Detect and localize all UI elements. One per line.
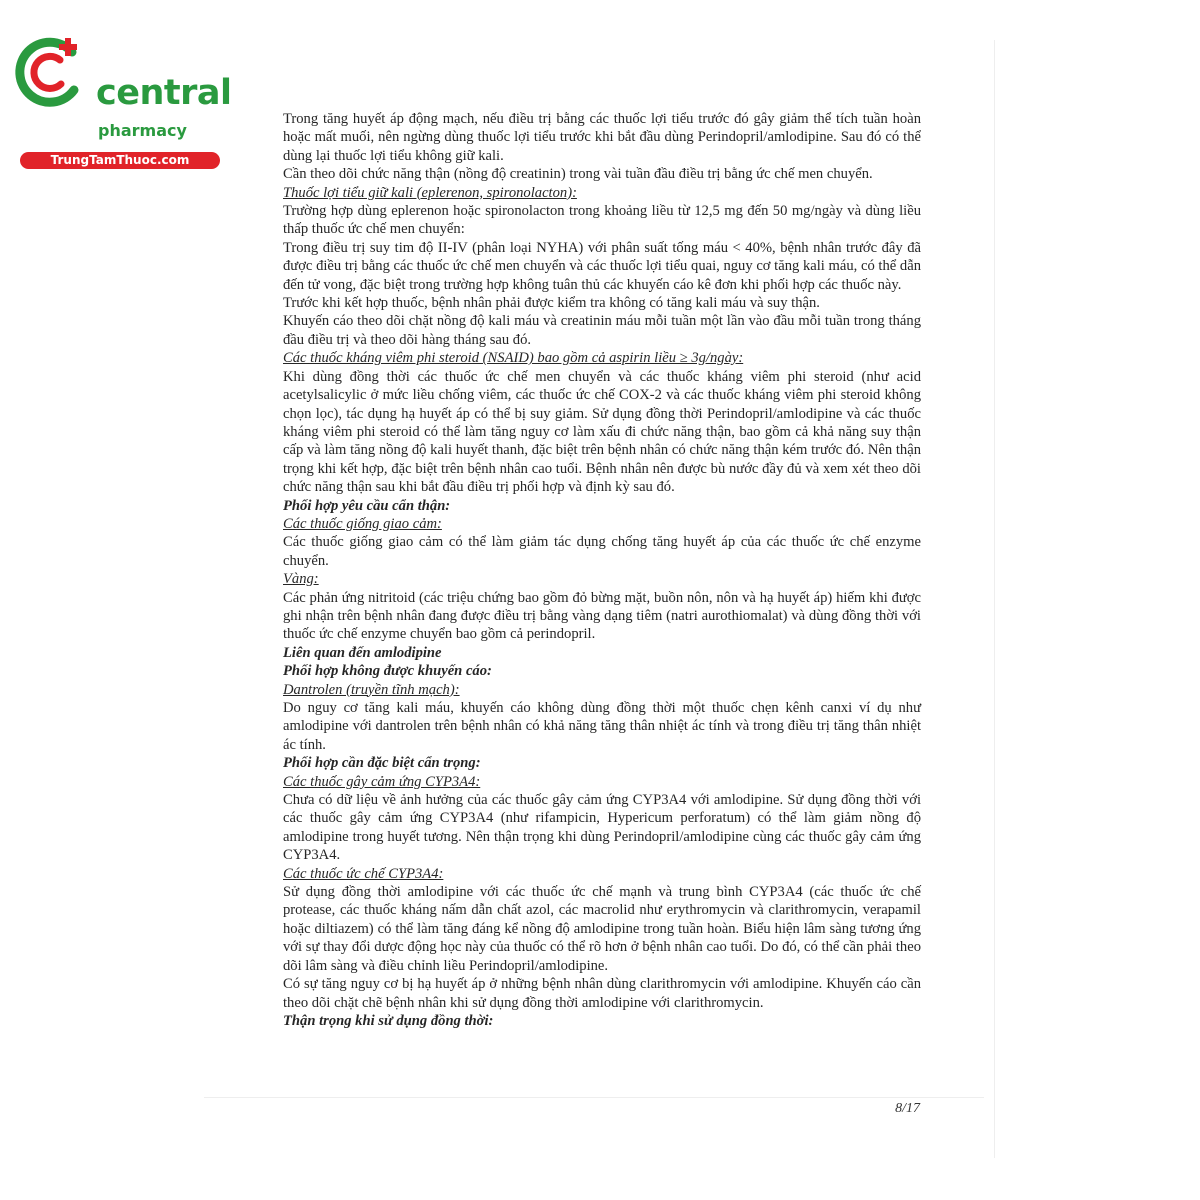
brand-url-badge: TrungTamThuoc.com xyxy=(20,152,220,169)
subheading: Các thuốc ức chế CYP3A4: xyxy=(283,865,444,882)
page-bottom-divider xyxy=(204,1097,984,1098)
subheading: Các thuốc gây cảm ứng CYP3A4: xyxy=(283,773,481,790)
section-heading: Liên quan đến amlodipine xyxy=(283,644,442,661)
document-body xyxy=(283,110,921,1030)
paragraph: Khi dùng đồng thời các thuốc ức chế men chuyển và các thuốc kháng viêm phi steroid (như acid acetylsalicylic ở mức liều chống viêm, các thuốc ức chế COX-2 và các thuốc kháng viêm phi steroid không chọn lọc), tác dụng hạ huyết áp có thể bị suy giảm. Sử dụng đồng thời Perindopril/amlodipine và các thuốc kháng viêm phi steroid có thể làm tăng nguy cơ làm xấu đi chức năng thận, bao gồm cả khả năng suy thận cấp và làm tăng nồng độ kali huyết thanh, đặc biệt trên bệnh nhân có chức năng thận kém trước đó. Nên thận trọng khi kết hợp, đặc biệt trên bệnh nhân cao tuổi. Bệnh nhân nên được bù nước đầy đủ và xem xét theo dõi chức năng thận sau khi bắt đầu điều trị phối hợp và định kỳ sau đó. xyxy=(283,368,921,496)
section-heading: Phối hợp cần đặc biệt cẩn trọng: xyxy=(283,755,481,772)
paragraph: Trường hợp dùng eplerenon hoặc spironolacton trong khoảng liều từ 12,5 mg đến 50 mg/ngày và dùng liều thấp thuốc ức chế men chuyển: xyxy=(283,203,921,238)
paragraph: Sử dụng đồng thời amlodipine với các thuốc ức chế mạnh và trung bình CYP3A4 (các thuốc ức chế protease, các thuốc kháng nấm dẫn chất azol, các macrolid như erythromycin và clarithromycin, verapamil hoặc diltiazem) có thể làm tăng đáng kể nồng độ amlodipine trong tuần hoàn. Biểu hiện lâm sàng tương ứng với sự thay đổi dược động học này của thuốc có thể rõ hơn ở bệnh nhân cao tuổi. Do đó, có thể cần phải theo dõi lâm sàng và điều chỉnh liều Perindopril/amlodipine. xyxy=(283,884,921,974)
subheading: Vàng: xyxy=(283,571,319,588)
subheading: Dantrolen (truyền tĩnh mạch): xyxy=(283,681,460,698)
paragraph: Chưa có dữ liệu về ảnh hưởng của các thuốc gây cảm ứng CYP3A4 với amlodipine. Sử dụng đồng thời với các thuốc gây cảm ứng CYP3A4 (như rifampicin, Hypericum perforatum) có thể làm giảm nồng độ amlodipine trong huyết tương. Nên thận trọng khi dùng Perindopril/amlodipine cùng các thuốc gây cảm ứng CYP3A4. xyxy=(283,792,921,864)
section-heading: Phối hợp yêu cầu cẩn thận: xyxy=(283,497,451,514)
central-pharmacy-logo[interactable] xyxy=(10,34,232,167)
paragraph: Các thuốc giống giao cảm có thể làm giảm tác dụng chống tăng huyết áp của các thuốc ức chế enzyme chuyển. xyxy=(283,534,921,569)
subheading: Thuốc lợi tiểu giữ kali (eplerenon, spironolacton): xyxy=(283,184,577,201)
brand-name: central xyxy=(96,73,232,113)
section-heading: Thận trọng khi sử dụng đồng thời: xyxy=(283,1012,494,1029)
paragraph: Có sự tăng nguy cơ bị hạ huyết áp ở những bệnh nhân dùng clarithromycin với amlodipine. Khuyến cáo cần theo dõi chặt chẽ bệnh nhân khi sử dụng đồng thời amlodipine với clarithromycin. xyxy=(283,976,921,1011)
logo-c-cross-icon xyxy=(10,34,88,112)
paragraph: Các phản ứng nitritoid (các triệu chứng bao gồm đỏ bừng mặt, buồn nôn, nôn và hạ huyết áp) hiếm khi được ghi nhận trên bệnh nhân đang được điều trị bằng vàng dạng tiêm (natri aurothiomalat) và dùng đồng thời với thuốc ức chế enzyme chuyển bao gồm cả perindopril. xyxy=(283,589,921,643)
brand-subtitle: pharmacy xyxy=(98,121,187,140)
page-number: 8/17 xyxy=(895,1101,920,1116)
paragraph: Trong tăng huyết áp động mạch, nếu điều trị bằng các thuốc lợi tiểu trước đó gây giảm thể tích tuần hoàn hoặc mất muối, nên ngừng dùng thuốc lợi tiểu trước khi bắt đầu dùng Perindopril/amlodipine. Sau đó có thể dùng lại thuốc lợi tiểu không giữ kali. xyxy=(283,111,921,164)
paragraph: Khuyến cáo theo dõi chặt nồng độ kali máu và creatinin máu mỗi tuần một lần vào đầu mỗi tuần trong tháng đầu điều trị và theo dõi hàng tháng sau đó. xyxy=(283,313,921,348)
section-heading: Phối hợp không được khuyến cáo: xyxy=(283,663,492,680)
paragraph: Do nguy cơ tăng kali máu, khuyến cáo không dùng đồng thời một thuốc chẹn kênh canxi ví dụ như amlodipine với dantrolen trên bệnh nhân có khả năng tăng thân nhiệt ác tính và trong điều trị tăng thân nhiệt ác tính. xyxy=(283,700,921,753)
paragraph: Trong điều trị suy tim độ II-IV (phân loại NYHA) với phân suất tống máu < 40%, bệnh nhân trước đây đã được điều trị bằng các thuốc ức chế men chuyển và các thuốc lợi tiểu quai, nguy cơ tăng kali máu, có thể dẫn đến tử vong, đặc biệt trong trường hợp không tuân thủ các khuyến cáo kê đơn khi phối hợp các thuốc này. xyxy=(283,239,921,293)
subheading: Các thuốc kháng viêm phi steroid (NSAID) bao gồm cả aspirin liều ≥ 3g/ngày: xyxy=(283,350,744,367)
paragraph: Trước khi kết hợp thuốc, bệnh nhân phải được kiểm tra không có tăng kali máu và suy thận. xyxy=(283,295,820,312)
paragraph: Cần theo dõi chức năng thận (nồng độ creatinin) trong vài tuần đầu điều trị bằng ức chế men chuyển. xyxy=(283,166,873,183)
subheading: Các thuốc giống giao cảm: xyxy=(283,515,442,532)
